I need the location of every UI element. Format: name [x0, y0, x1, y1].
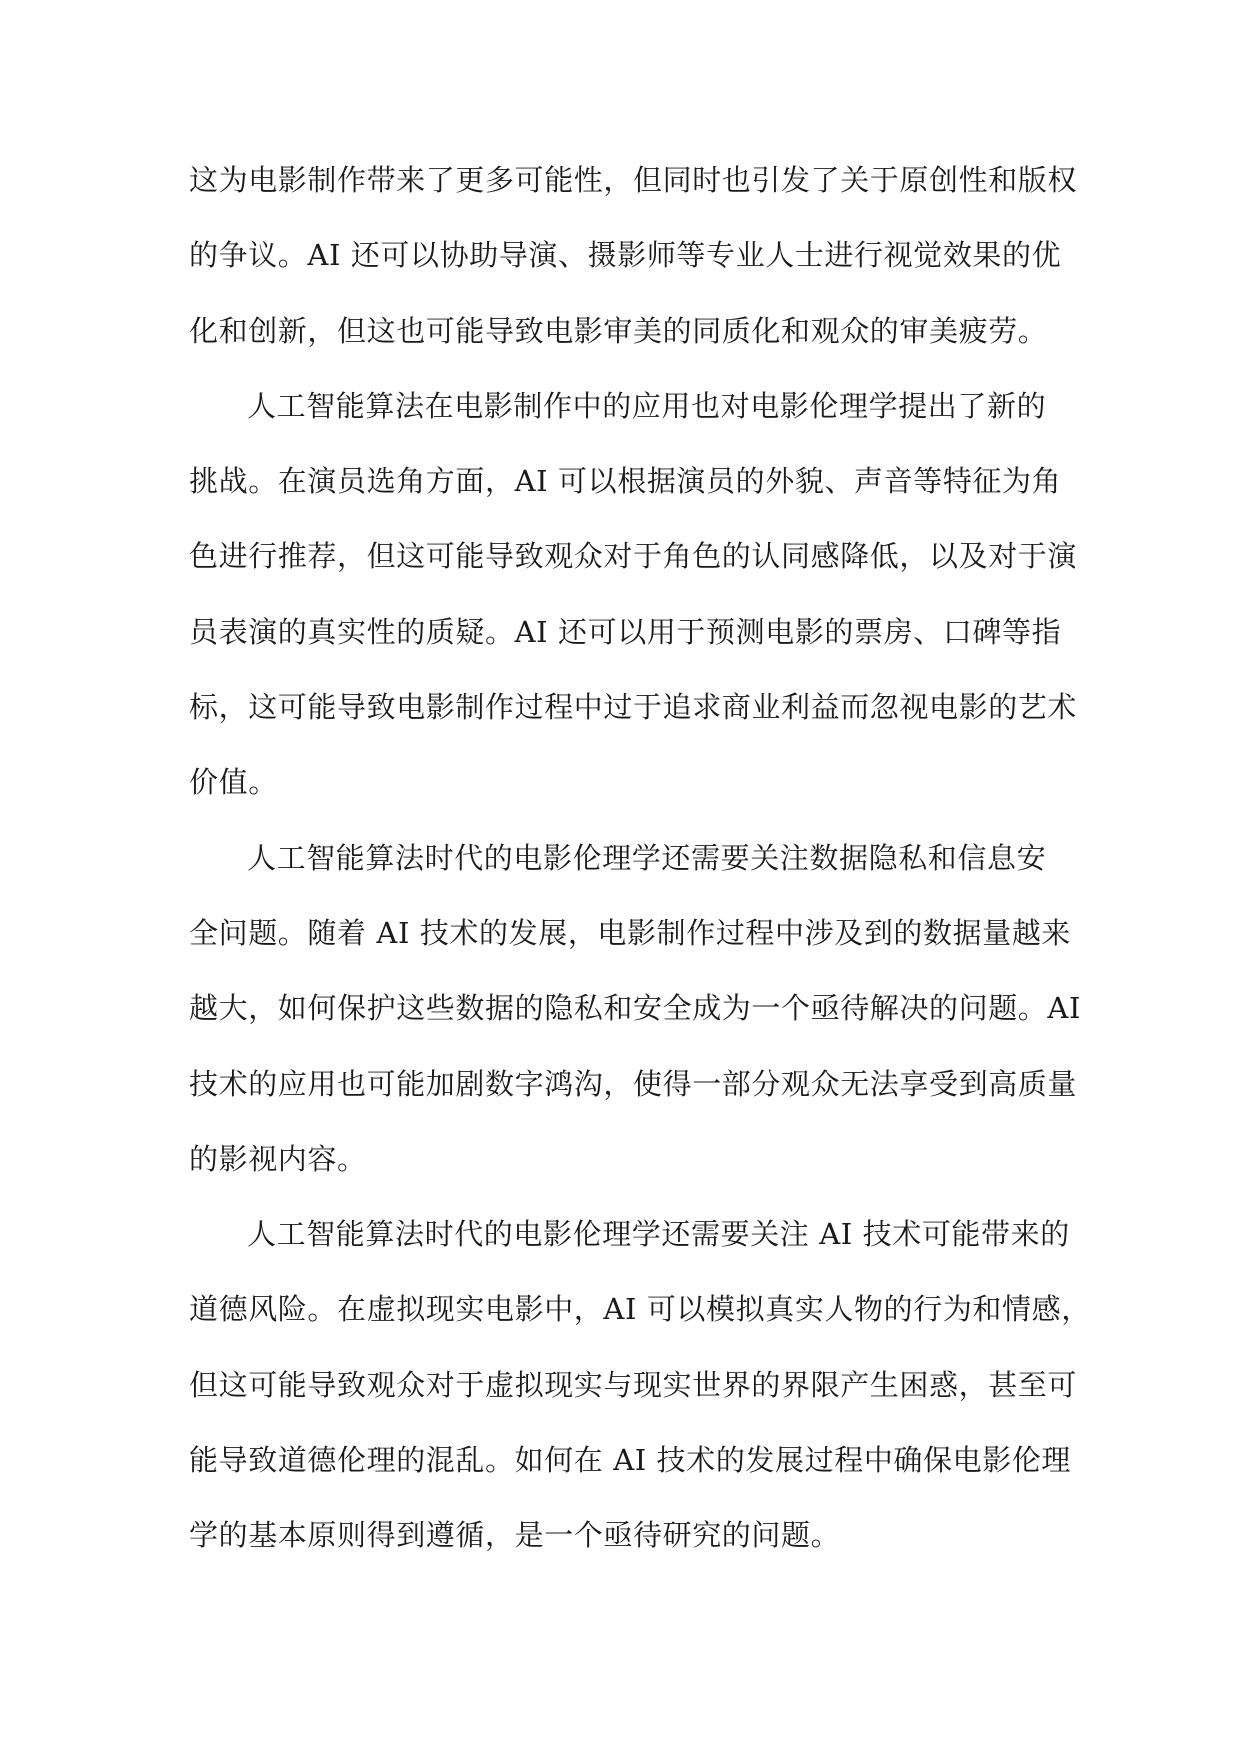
- text-line: 道德风险。在虚拟现实电影中，AI 可以模拟真实人物的行为和情感，: [189, 1292, 1091, 1327]
- text-line: 人工智能算法时代的电影伦理学还需要关注 AI 技术可能带来的: [247, 1217, 1070, 1252]
- text-line: 的影视内容。: [189, 1141, 367, 1176]
- text-line: 能导致道德伦理的混乱。如何在 AI 技术的发展过程中确保电影伦理: [189, 1443, 1072, 1478]
- text-line: 的争议。AI 还可以协助导演、摄影师等专业人士进行视觉效果的优: [189, 238, 1062, 273]
- text-line: 技术的应用也可能加剧数字鸿沟，使得一部分观众无法享受到高质量: [189, 1066, 1078, 1101]
- body-text: [189, 143, 1091, 1574]
- text-line: 这为电影制作带来了更多可能性，但同时也引发了关于原创性和版权: [189, 163, 1078, 197]
- text-line: 员表演的真实性的质疑。AI 还可以用于预测电影的票房、口碑等指: [189, 614, 1062, 649]
- text-line: 学的基本原则得到遵循，是一个亟待研究的问题。: [189, 1518, 841, 1553]
- paragraph-3: [189, 821, 1081, 1197]
- text-line: 越大，如何保护这些数据的隐私和安全成为一个亟待解决的问题。AI: [189, 991, 1081, 1026]
- text-line: 人工智能算法在电影制作中的应用也对电影伦理学提出了新的: [247, 388, 1047, 423]
- text-line: 全问题。随着 AI 技术的发展，电影制作过程中涉及到的数据量越来: [189, 915, 1072, 950]
- text-line: 标，这可能导致电影制作过程中过于追求商业利益而忽视电影的艺术: [189, 690, 1078, 725]
- text-line: 人工智能算法时代的电影伦理学还需要关注数据隐私和信息安: [247, 840, 1047, 875]
- text-line: 挑战。在演员选角方面，AI 可以根据演员的外貌、声音等特征为角: [189, 464, 1062, 499]
- paragraph-2: [189, 369, 1078, 821]
- text-line: 但这可能导致观众对于虚拟现实与现实世界的界限产生困惑，甚至可: [189, 1367, 1078, 1402]
- text-line: 价值。: [189, 765, 278, 800]
- paragraph-4: [189, 1197, 1091, 1573]
- text-line: 化和创新，但这也可能导致电影审美的同质化和观众的审美疲劳。: [189, 313, 1048, 348]
- paragraph-1: [189, 143, 1078, 369]
- text-line: 色进行推荐，但这可能导致观众对于角色的认同感降低，以及对于演: [189, 539, 1078, 574]
